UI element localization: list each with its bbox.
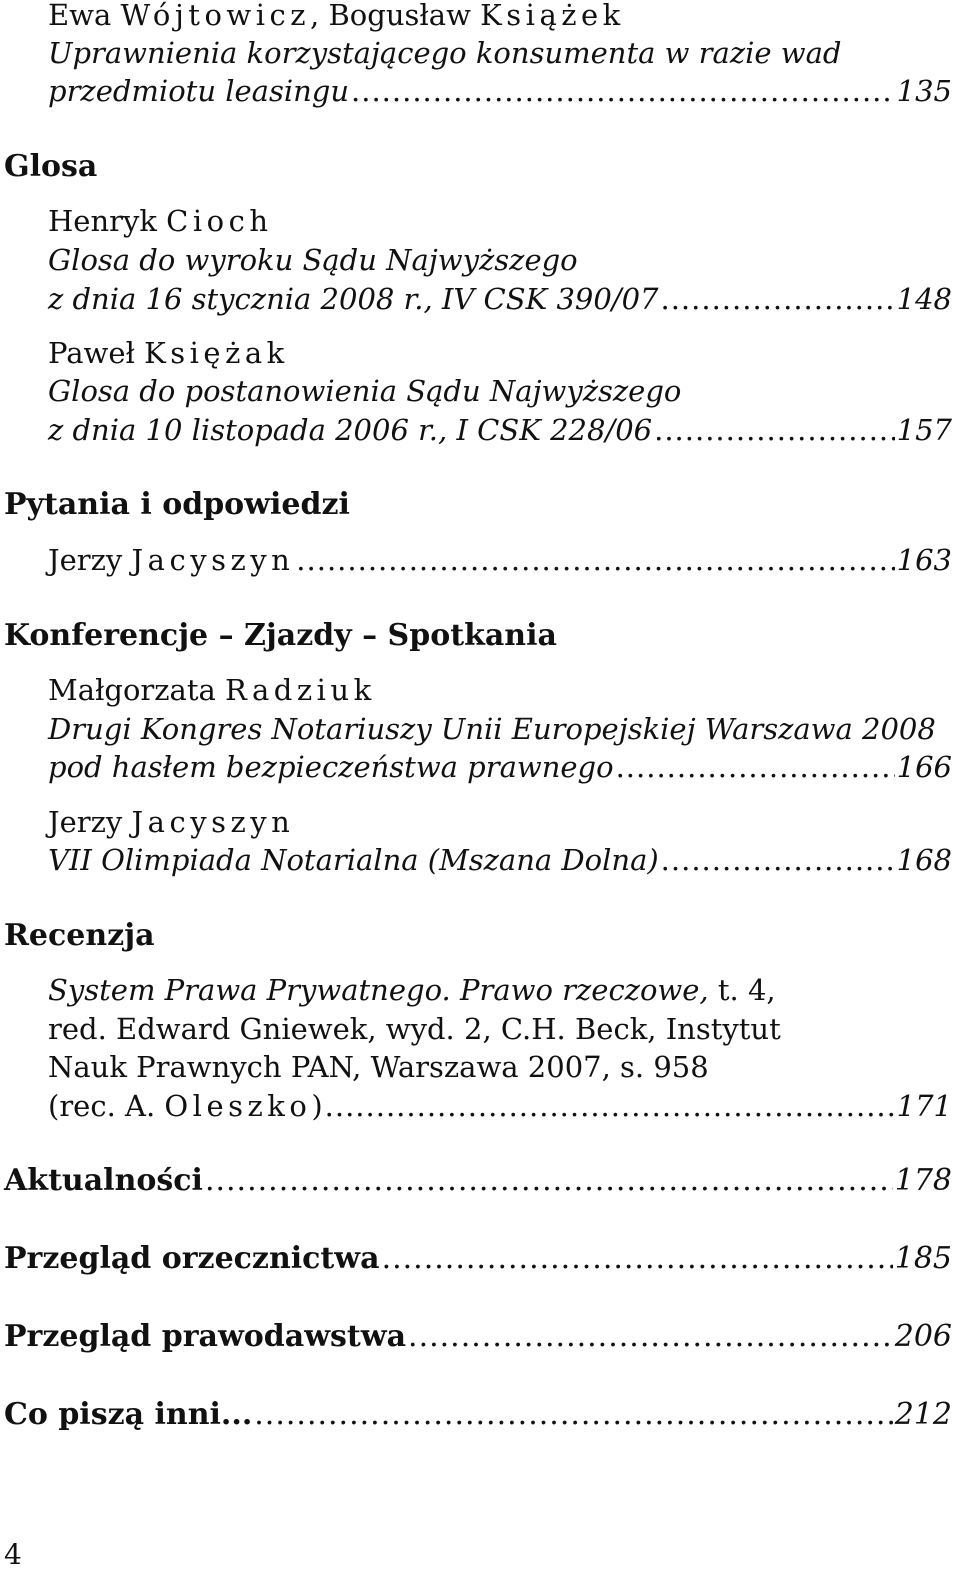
toc-entry-with-page[interactable] xyxy=(48,541,952,579)
page-number: 166 xyxy=(896,750,952,784)
toc-author-line xyxy=(48,334,952,372)
toc-entry-with-page[interactable] xyxy=(48,411,952,449)
toc-review-author xyxy=(48,1087,323,1125)
dot-leader xyxy=(382,1240,893,1278)
toc-section-with-page[interactable] xyxy=(4,1318,952,1356)
toc-title-line: Drugi Kongres Notariuszy Unii Europejskiej Warszawa 2008 xyxy=(48,712,936,746)
toc-title-line: Glosa do wyroku Sądu Najwyższego xyxy=(48,243,578,277)
toc-title-text: pod hasłem bezpieczeństwa prawnego xyxy=(48,750,614,784)
page-number: 212 xyxy=(894,1397,952,1432)
toc-review-line: Nauk Prawnych PAN, Warszawa 2007, s. 958 xyxy=(48,1050,709,1084)
review-volume: t. 4, xyxy=(708,973,776,1007)
dot-leader xyxy=(408,1318,893,1356)
dot-leader xyxy=(654,411,895,449)
section-heading-konferencje: Konferencje – Zjazdy – Spotkania xyxy=(4,618,557,653)
toc-entry-with-page[interactable] xyxy=(48,748,952,786)
toc-section-with-page[interactable] xyxy=(4,1162,952,1200)
toc-author-line xyxy=(48,671,952,709)
section-heading-glosa: Glosa xyxy=(4,149,98,184)
footer-page-number: 4 xyxy=(4,1538,22,1571)
page-number: 148 xyxy=(896,282,952,316)
author-last-name: Jacyszyn xyxy=(131,543,295,577)
author-first-name: Małgorzata xyxy=(48,673,216,707)
dot-leader xyxy=(661,841,895,879)
page-number: 171 xyxy=(896,1089,952,1123)
toc-title-text: z dnia 10 listopada 2006 r., I CSK 228/06 xyxy=(48,413,653,447)
toc-title-text: VII Olimpiada Notarialna (Mszana Dolna) xyxy=(48,843,659,877)
page-number: 178 xyxy=(894,1163,952,1198)
toc-entry-with-page[interactable] xyxy=(48,1087,952,1125)
dot-leader xyxy=(296,541,894,579)
toc-section-with-page[interactable] xyxy=(4,1240,952,1278)
dot-leader xyxy=(205,1162,893,1200)
dot-leader xyxy=(660,280,894,318)
author-last-name: Książek xyxy=(480,0,625,32)
author-last-name: Cioch xyxy=(166,204,273,238)
toc-author-line xyxy=(48,202,952,240)
toc-title-text: z dnia 16 stycznia 2008 r., IV CSK 390/07 xyxy=(48,282,659,316)
author-separator: , Bogusław xyxy=(310,0,471,32)
toc-entry-with-page[interactable] xyxy=(48,280,952,318)
reviewer-last-name: Oleszko xyxy=(164,1089,312,1123)
toc-entry-with-page[interactable] xyxy=(48,841,952,879)
dot-leader xyxy=(254,1396,892,1434)
page-number: 163 xyxy=(896,543,952,577)
page-number: 185 xyxy=(894,1241,952,1276)
section-heading-prawodawstwo: Przegląd prawodawstwa xyxy=(4,1319,407,1354)
section-heading-co-pisza-inni: Co piszą inni... xyxy=(4,1397,253,1432)
page-number: 168 xyxy=(896,843,952,877)
page-number: 135 xyxy=(896,74,952,108)
section-heading-recenzja: Recenzja xyxy=(4,918,155,953)
toc-entry-with-page[interactable] xyxy=(48,72,952,110)
author-first-name: Paweł xyxy=(48,336,135,370)
author-first-name: Henryk xyxy=(48,204,157,238)
page-number: 206 xyxy=(894,1319,952,1354)
dot-leader xyxy=(351,72,895,110)
section-heading-aktualnosci: Aktualności xyxy=(4,1163,203,1198)
author-last-name: Jacyszyn xyxy=(131,805,295,839)
author-first-name: Jerzy xyxy=(48,805,123,839)
toc-author-text xyxy=(48,541,294,579)
author-last-name: Wójtowicz xyxy=(120,0,311,32)
review-suffix: ) xyxy=(311,1089,323,1123)
author-last-name: Radziuk xyxy=(225,673,376,707)
section-heading-pytania: Pytania i odpowiedzi xyxy=(4,487,350,522)
toc-title-line: Uprawnienia korzystającego konsumenta w razie wad xyxy=(48,36,842,70)
toc-title-text: przedmiotu leasingu xyxy=(48,74,350,108)
toc-review-line xyxy=(48,971,952,1009)
author-first-name: Ewa xyxy=(48,0,112,32)
author-first-name: Jerzy xyxy=(48,543,123,577)
toc-title-line: Glosa do postanowienia Sądu Najwyższego xyxy=(48,374,682,408)
dot-leader xyxy=(325,1087,895,1125)
author-last-name: Księżak xyxy=(144,336,289,370)
toc-section-with-page[interactable] xyxy=(4,1396,952,1434)
toc-author-line xyxy=(48,803,952,841)
page-number: 157 xyxy=(896,413,952,447)
dot-leader xyxy=(616,748,895,786)
toc-author-line xyxy=(48,0,952,34)
section-heading-orzecznictwo: Przegląd orzecznictwa xyxy=(4,1241,380,1276)
toc-review-line: red. Edward Gniewek, wyd. 2, C.H. Beck, Instytut xyxy=(48,1012,781,1046)
review-book-title: System Prawa Prywatnego. Prawo rzeczowe, xyxy=(48,973,709,1007)
review-prefix: (rec. A. xyxy=(48,1089,156,1123)
